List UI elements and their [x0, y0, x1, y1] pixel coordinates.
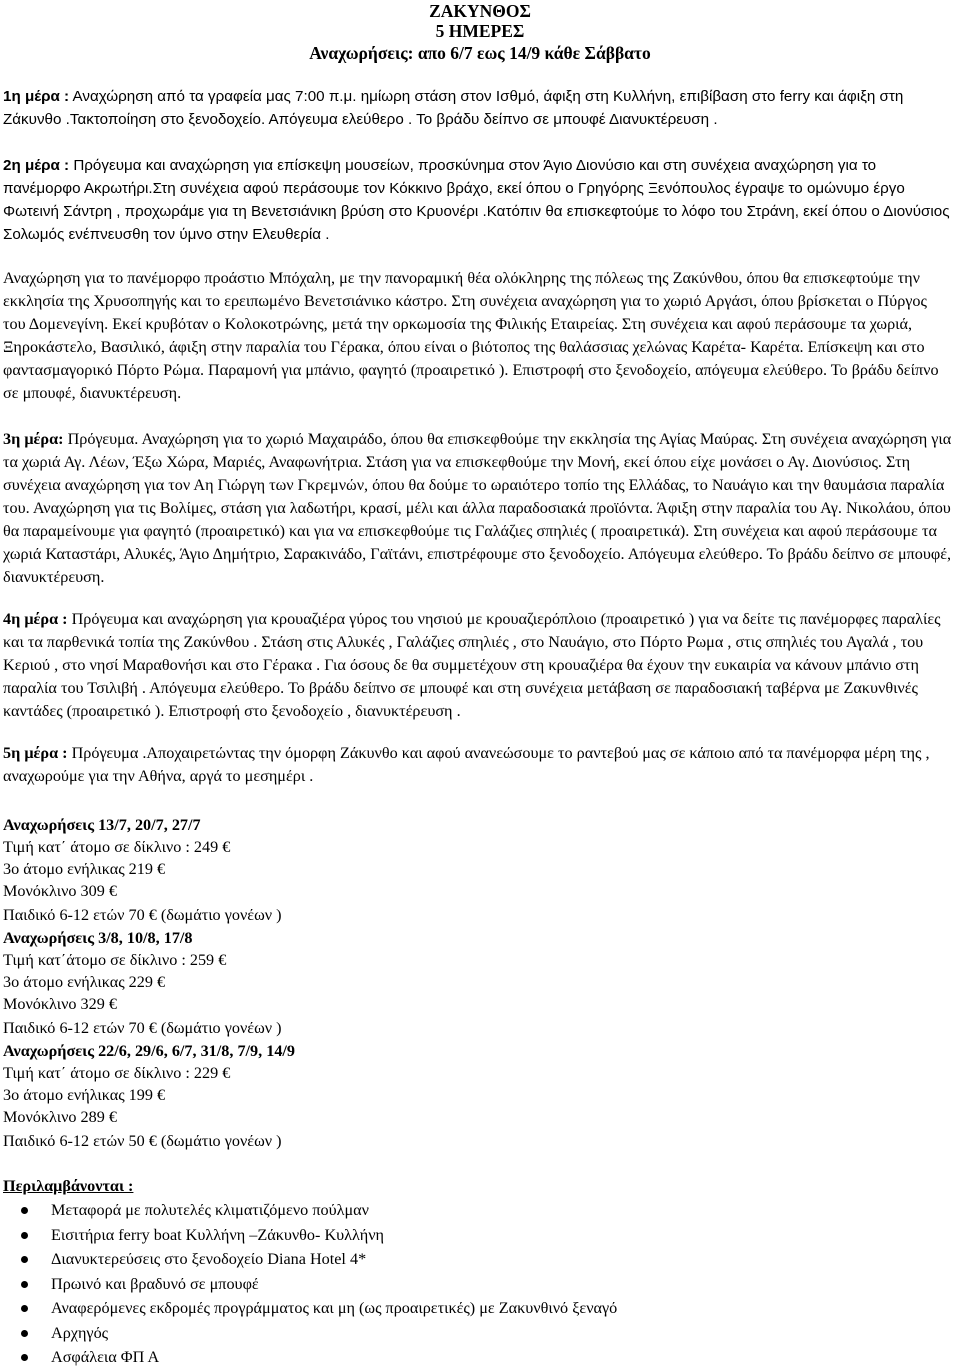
document-title: ΖΑΚΥΝΘΟΣ: [429, 1, 531, 21]
includes-item-text: Πρωινό και βραδυνό σε μπουφέ: [51, 1274, 259, 1293]
price-block-2-double: Τιμή κατ΄άτομο σε δίκλινο : 259 €: [3, 951, 227, 969]
price-block-2-child: Παιδικό 6-12 ετών 70 € (δωμάτιο γονέων ): [3, 1019, 282, 1037]
day2-paragraph: [3, 154, 953, 246]
day1-label: 1η μέρα :: [3, 88, 70, 105]
departures-heading: Αναχωρήσεις: απο 6/7 εως 14/9 κάθε Σάββατο: [309, 43, 651, 63]
includes-item-text: Αρχηγός: [51, 1323, 109, 1342]
price-block-1-child: Παιδικό 6-12 ετών 70 € (δωμάτιο γονέων ): [3, 906, 282, 924]
day3-label: 3η μέρα:: [3, 430, 64, 448]
day5-text: Πρόγευμα .Αποχαιρετώντας την όμορφη Ζάκυνθο και αφού ανανεώσουμε το ραντεβού μας σε κάποιο από τα πανέμορφα μέρη της , αναχωρούμε για την Αθήνα, αργά το μεσημέρι .: [3, 744, 930, 785]
list-item: [0, 1296, 617, 1321]
day5-label: 5η μέρα :: [3, 744, 68, 762]
bullet-icon: [21, 1281, 28, 1288]
bullet-icon: [21, 1207, 28, 1214]
price-block-2-single: Μονόκλινο 329 €: [3, 995, 117, 1013]
list-item: [0, 1345, 617, 1370]
list-item: [0, 1247, 617, 1272]
list-item: [0, 1223, 617, 1248]
price-block-2-departures: Αναχωρήσεις 3/8, 10/8, 17/8: [3, 929, 193, 947]
price-block-3-departures: Αναχωρήσεις 22/6, 29/6, 6/7, 31/8, 7/9, 14/9: [3, 1042, 296, 1060]
day1-text: Αναχώρηση από τα γραφεία μας 7:00 π.μ. ημίωρη στάση στον Ισθμό, άφιξη στη Κυλλήνη, επιβίβαση στο ferry και άφιξη στη Ζάκυνθο .Τακτοποίηση στο ξενοδοχείο. Απόγευμα ελεύθερο . Το βράδυ δείπνο σε μπουφέ Διανυκτέρευση .: [3, 88, 904, 128]
bullet-icon: [21, 1305, 28, 1312]
includes-item-text: Ασφάλεια ΦΠ Α: [51, 1348, 160, 1366]
price-block-3-single: Μονόκλινο 289 €: [3, 1108, 117, 1126]
bullet-icon: [21, 1354, 28, 1361]
list-item: [0, 1321, 617, 1346]
day4-text: Πρόγευμα και αναχώρηση για κρουαζιέρα γύρος του νησιού με κρουαζιερόπλοιο (προαιρετικό ) για να δείτε τις πανέμορφες παραλίες και τα παρθενικά τοπία της Ζακύνθου . Στάση στις Αλυκές , Γαλάζιες σπηλιές , στο Ναυάγιο, στο Πόρτο Ρωμα , στις σπηλιές του Αγαλά , του Κεριού , στο νησί Μαραθονήσι και στο Γέρακα . Για όσους δε θα συμμετέχουν στη κρουαζιέρα θα έχουν την ευκαιρία να κάνουν μπάνιο στη παραλία του Τσιλιβή . Απόγευμα ελεύθερο. Το βράδυ δείπνο σε μπουφέ και στη συνέχεια μετάβαση σε παραδοσιακή ταβέρνα με Ζακυνθινές καντάδες (προαιρετικό ). Επιστροφή στο ξενοδοχείο , διανυκτέρευση .: [3, 610, 941, 720]
bullet-icon: [21, 1256, 28, 1263]
list-item: [0, 1198, 617, 1223]
price-block-3-child: Παιδικό 6-12 ετών 50 € (δωμάτιο γονέων ): [3, 1132, 282, 1150]
list-item: [0, 1272, 617, 1297]
includes-title: Περιλαμβάνονται :: [3, 1177, 134, 1195]
day2-label: 2η μέρα :: [3, 157, 70, 174]
day3-text: Πρόγευμα. Αναχώρηση για το χωριό Μαχαιράδο, όπου θα επισκεφθούμε την εκκλησία της Αγίας Μαύρας. Στη συνέχεια αναχώρηση για τα χωριά Αγ. Λέων, Έξω Χώρα, Μαριές, Αναφωνήτρια. Στάση για να επισκεφθούμε την Μονή, εκεί όπου είχε μονάσει ο Αγ. Διονύσιος. Στη συνέχεια αναχώρηση για τον Αη Γιώργη των Γκρεμνών, όπου θα δούμε το ωραιότερο τοπίο της Ελλάδας, το Ναυάγιο και την θαυμάσια παραλία του. Αναχώρηση για τις Βολίμες, στάση για λαδωτήρι, κρασί, μέλι και άλλα παραδοσιακά προϊόντα. Άφιξη στην παραλία του Αγ. Νικολάου, όπου θα παραμείνουμε για φαγητό (προαιρετικό) και για να επισκεφθούμε τις Γαλάζιες σπηλιές ( προαιρετικά). Στη συνέχεια και αφού περάσουμε τα χωριά Καταστάρι, Αλυκές, Άγιο Δημήτριο, Σαρακινάδο, Γαϊτάνι, επιστρέφουμε στο ξενοδοχείο. Απόγευμα ελεύθερο. Το βράδυ δείπνο σε μπουφέ, διανυκτέρευση.: [3, 430, 952, 586]
day4-paragraph: [3, 608, 953, 723]
includes-item-text: Μεταφορά με πολυτελές κλιματιζόμενο πούλμαν: [51, 1201, 369, 1219]
price-block-1-departures: Αναχωρήσεις 13/7, 20/7, 27/7: [3, 816, 201, 834]
price-block-1-double: Τιμή κατ΄ άτομο σε δίκλινο : 249 €: [3, 838, 231, 856]
day3-paragraph: [3, 428, 953, 589]
price-block-1-third-person: 3ο άτομο ενήλικας 219 €: [3, 860, 166, 878]
price-block-3-double: Τιμή κατ΄ άτομο σε δίκλινο : 229 €: [3, 1064, 231, 1082]
bullet-icon: [21, 1330, 28, 1337]
duration-heading: 5 ΗΜΕΡΕΣ: [435, 21, 525, 41]
price-block-3-third-person: 3ο άτομο ενήλικας 199 €: [3, 1086, 166, 1104]
includes-item-text: Διανυκτερεύσεις στο ξενοδοχείο Diana Hotel 4*: [51, 1250, 367, 1268]
day4-label: 4η μέρα :: [3, 610, 68, 628]
day5-paragraph: [3, 742, 953, 788]
day2-text: Πρόγευμα και αναχώρηση για επίσκεψη μουσείων, προσκύνημα στον Άγιο Διονύσιο και στη συνέχεια αναχώρηση για το πανέμορφο Ακρωτήρι.Στη συνέχεια αφού περάσουμε τον Κόκκινο βράχο, εκεί όπου ο Γρηγόρης Ξενόπουλος έγραψε το ομώνυμο έργο Φωτεινή Σάντρη , προχωράμε για τη Βενετσιάνικη βρύση στο Κρυονέρι .Κατόπιν θα επισκεφτούμε το λόφο του Στράνη, εκεί όπου ο Διονύσιος Σολωμός ενέπνευσθη τον ύμνο στην Ελευθερία .: [3, 157, 950, 243]
day1-paragraph: [3, 85, 953, 131]
day2-continuation: Αναχώρηση για το πανέμορφο προάστιο Μπόχαλη, με την πανοραμική θέα ολόκληρης της πόλεως της Ζακύνθου, όπου θα επισκεφτούμε την εκκλησία της Χρυσοπηγής και το ερειπωμένο Βενετσιάνικο κάστρο. Στη συνέχεια αναχώρηση για το χωριό Αργάσι, όπου βρίσκεται ο Πύργος του Δομενεγίνη. Εκεί κρυβόταν ο Κολοκοτρώνης, μετά την ορκωμοσία της Φιλικής Εταιρείας. Στη συνέχεια και αφού περάσουμε τα χωριά, Ξηροκάστελο, Βασιλικό, άφιξη στην παραλία του Γέρακα, όπου είναι ο βιότοπος της θαλάσσιας χελώνας Καρέτα- Καρέτα. Επίσκεψη και στο φαντασμαγορικό Πόρτο Ρώμα. Παραμονή για μπάνιο, φαγητό (προαιρετικό ). Επιστροφή στο ξενοδοχείο, απόγευμα ελεύθερο. Το βράδυ δείπνο σε μπουφέ, διανυκτέρευση.: [3, 269, 939, 402]
includes-item-text: Αναφερόμενες εκδρομές προγράμματος και μη (ως προαιρετικές) με Ζακυνθινό ξεναγό: [51, 1299, 618, 1317]
price-block-1-single: Μονόκλινο 309 €: [3, 882, 117, 900]
price-block-2-third-person: 3ο άτομο ενήλικας 229 €: [3, 973, 166, 991]
bullet-icon: [21, 1232, 28, 1239]
includes-item-text: Εισιτήρια ferry boat Κυλλήνη –Ζάκυνθο- Κυλλήνη: [51, 1225, 384, 1244]
includes-list: [0, 1198, 617, 1370]
